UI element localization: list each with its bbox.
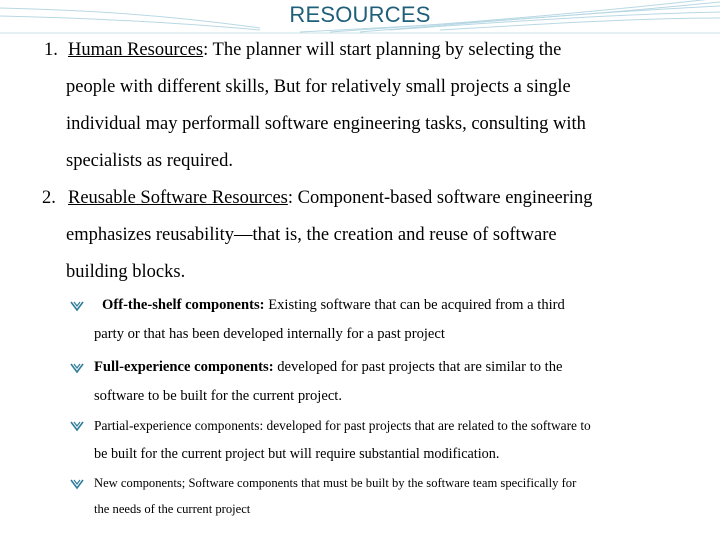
bullet-icon [70,362,84,374]
item-number: 1. [44,40,58,60]
item-line: specialists as required. [66,151,233,171]
item-number: 2. [42,188,56,208]
item-line: : The planner will start planning by selecting the [203,40,562,60]
item-term: Reusable Software Resources [68,188,288,208]
item-line: emphasizes reusability—that is, the creation and reuse of software [66,225,557,245]
sub-bullet-partial-experience [70,411,690,469]
item-line: : Component-based software engineering [287,188,593,208]
item-line: people with different skills, But for relatively small projects a single [66,77,571,97]
sub-line: party or that has been developed internally for a past project [94,326,445,342]
sub-bullet-full-experience [70,353,690,411]
sub-line: Existing software that can be acquired from a third [264,297,565,313]
sub-line: the needs of the current project [94,502,251,516]
bullet-icon [70,300,84,312]
numbered-item-reusable-software [44,180,704,292]
sub-term: New components; [94,476,186,490]
item-line: building blocks. [66,262,186,282]
numbered-item-human-resources [44,32,704,182]
sub-bullet-new-components [70,469,690,527]
item-term: Human Resources [68,40,204,60]
sub-line: Software components that must be built by the software team specifically for [185,476,577,490]
bullet-icon [70,478,84,490]
sub-term: Partial-experience components: [94,418,264,433]
sub-line: developed for past projects that are similar to the [273,359,563,375]
sub-bullet-off-the-shelf [70,291,690,349]
sub-line: software to be built for the current project. [94,388,343,404]
slide-title: RESOURCES [289,2,431,27]
item-line: individual may performall software engineering tasks, consulting with [66,114,586,134]
sub-line: be built for the current project but will require substantial modification. [94,446,500,462]
sub-term: Full-experience components: [94,359,274,375]
sub-line: developed for past projects that are related to the software to [263,418,591,433]
sub-term: Off-the-shelf components: [102,297,265,313]
bullet-icon [70,420,84,432]
